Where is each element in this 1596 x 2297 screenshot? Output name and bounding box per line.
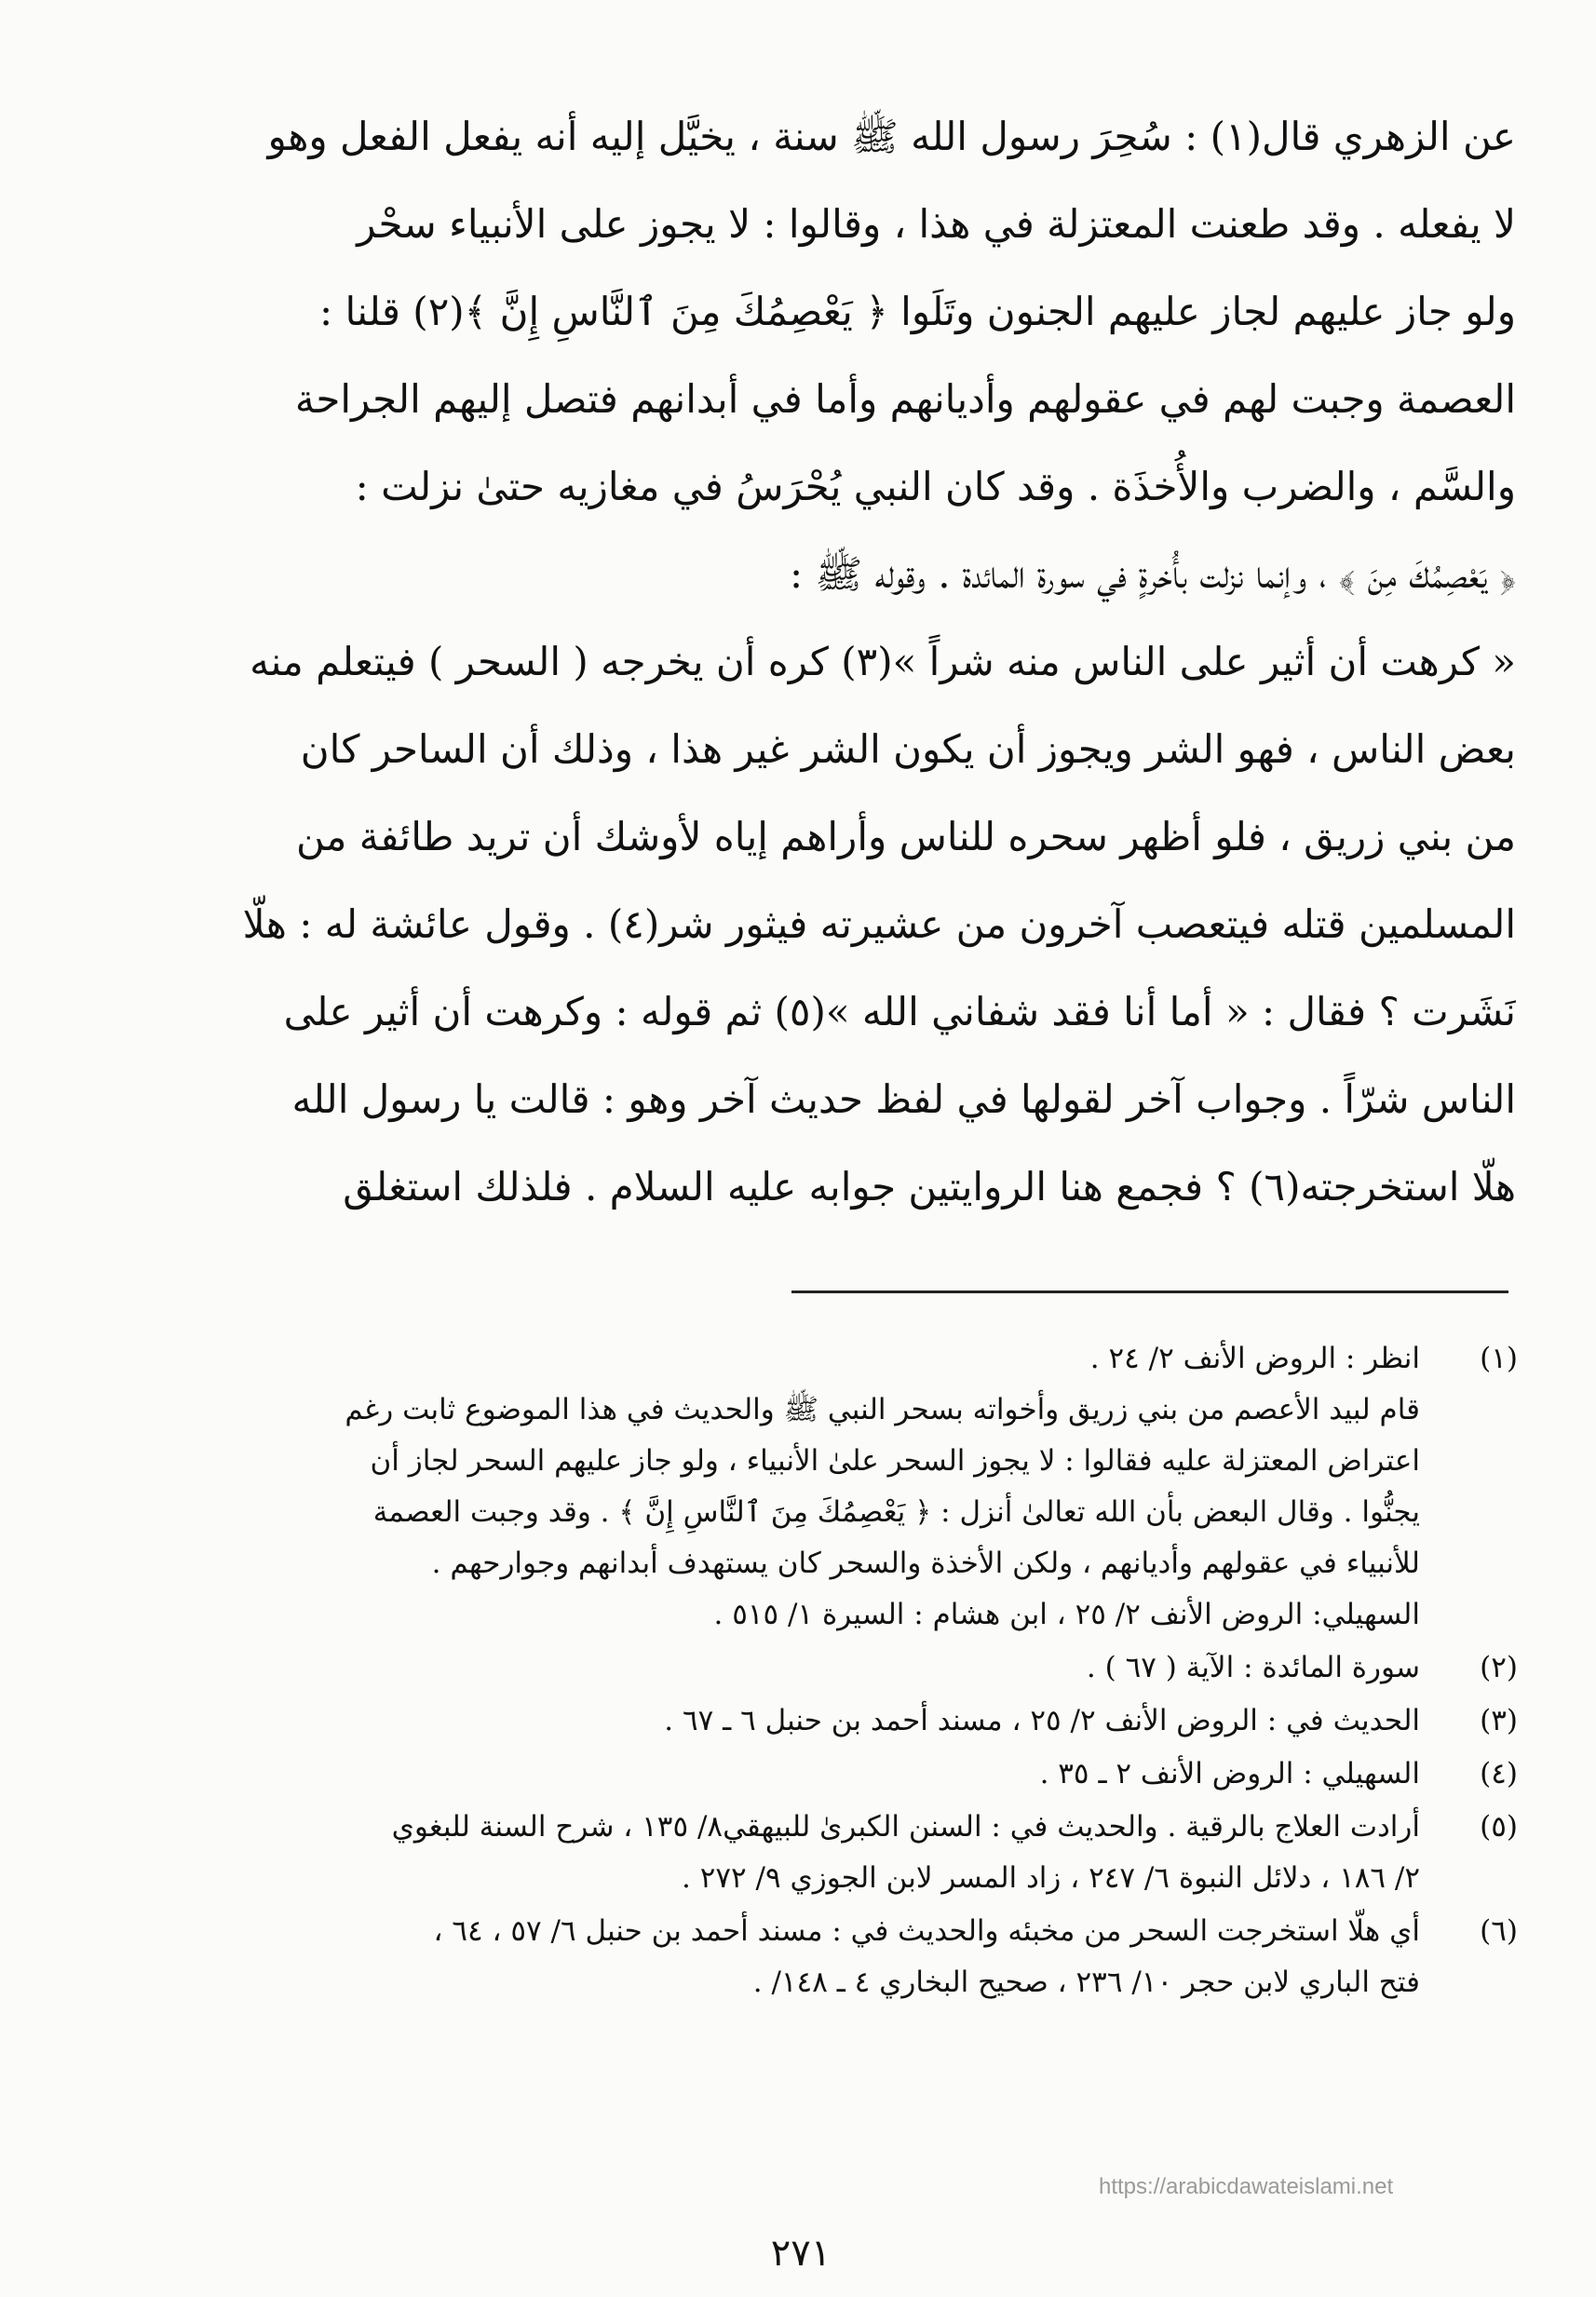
footnote-line: قام لبيد الأعصم من بني زريق وأخواته بسحر النبي ﷺ والحديث في هذا الموضوع ثابت رغم xyxy=(345,1393,1420,1426)
footnote-number: (٦) xyxy=(1480,1914,1518,1948)
body-line: ولو جاز عليهم لجاز عليهم الجنون وتَلَوا ﴿ يَعْصِمُكَ مِنَ ٱلنَّاسِ إِنَّ ﴾(٢) قلنا : xyxy=(319,289,1516,334)
footnote-line: الحديث في : الروض الأنف ٢/ ٢٥ ، مسند أحمد بن حنبل ٦ ـ ٦٧ . xyxy=(664,1704,1420,1737)
footnote-5 xyxy=(93,1802,1518,1904)
body-line: لا يفعله . وقد طعنت المعتزلة في هذا ، وقالوا : لا يجوز على الأنبياء سحْر xyxy=(357,201,1516,247)
page-number: ٢٧١ xyxy=(770,2232,832,2275)
footnote-number: (٣) xyxy=(1480,1704,1518,1737)
footnote-line: أرادت العلاج بالرقية . والحديث في : السنن الكبرىٰ للبيهقي٨/ ١٣٥ ، شرح السنة للبغوي xyxy=(391,1810,1420,1844)
body-line: الناس شرّاً . وجواب آخر لقولها في لفظ حديث آخر وهو : قالت يا رسول الله xyxy=(291,1076,1516,1122)
footnote-2 xyxy=(93,1642,1518,1694)
footnote-line: ٢/ ١٨٦ ، دلائل النبوة ٦/ ٢٤٧ ، زاد المسر لابن الجوزي ٩/ ٢٧٢ . xyxy=(681,1861,1420,1895)
body-line: والسَّم ، والضرب والأُخذَة . وقد كان النبي يُحْرَسُ في مغازيه حتىٰ نزلت : xyxy=(355,464,1516,509)
body-line: العصمة وجبت لهم في عقولهم وأديانهم وأما في أبدانهم فتصل إليهم الجراحة xyxy=(294,376,1516,422)
body-line: نَشَرت ؟ فقال : « أما أنا فقد شفاني الله »(٥) ثم قوله : وكرهت أن أثير على xyxy=(283,989,1516,1034)
footnote-4 xyxy=(93,1749,1518,1800)
footnote-number: (١) xyxy=(1480,1342,1518,1375)
footnote-line: فتح الباري لابن حجر ١٠/ ٢٣٦ ، صحيح البخاري ٤ ـ ١٤٨/ . xyxy=(752,1966,1420,1999)
footnote-3 xyxy=(93,1696,1518,1747)
footnote-line: السهيلي: الروض الأنف ٢/ ٢٥ ، ابن هشام : السيرة ١/ ٥١٥ . xyxy=(713,1598,1420,1631)
body-line: ﴿ يَعْصِمُكَ مِنَ ﴾ ، وإنما نزلت بأُخرةٍ في سورة المائدة . وقوله ﷺ : xyxy=(790,551,1516,597)
footnote-line: أي هلّا استخرجت السحر من مخبئه والحديث في : مسند أحمد بن حنبل ٦/ ٥٧ ، ٦٤ ، xyxy=(433,1914,1420,1948)
footnote-line: السهيلي : الروض الأنف ٢ ـ ٣٥ . xyxy=(1039,1757,1420,1790)
footnote-number: (٢) xyxy=(1480,1651,1518,1684)
footnote-1 xyxy=(93,1333,1518,1641)
footnote-line: انظر : الروض الأنف ٢/ ٢٤ . xyxy=(1089,1342,1420,1375)
footnote-line: يجنُّوا . وقال البعض بأن الله تعالىٰ أنزل : ﴿ يَعْصِمُكَ مِنَ ٱلنَّاسِ إِنَّ ﴾ . وقد وجبت العصمة xyxy=(372,1495,1420,1529)
footnote-6 xyxy=(93,1906,1518,2008)
footnote-line: سورة المائدة : الآية ( ٦٧ ) . xyxy=(1086,1651,1420,1684)
footnote-number: (٥) xyxy=(1480,1810,1518,1844)
body-line: المسلمين قتله فيتعصب آخرون من عشيرته فيثور شر(٤) . وقول عائشة له : هلّا xyxy=(242,901,1516,947)
body-line: « كرهت أن أثير على الناس منه شراً »(٣) كره أن يخرجه ( السحر ) فيتعلم منه xyxy=(250,639,1516,684)
body-line: عن الزهري قال(١) : سُحِرَ رسول الله ﷺ سنة ، يخيَّل إليه أنه يفعل الفعل وهو xyxy=(267,114,1516,159)
body-line: بعض الناس ، فهو الشر ويجوز أن يكون الشر غير هذا ، وذلك أن الساحر كان xyxy=(300,726,1516,772)
footnote-number: (٤) xyxy=(1480,1757,1518,1790)
footnote-line: اعتراض المعتزلة عليه فقالوا : لا يجوز السحر علىٰ الأنبياء ، ولو جاز عليهم السحر لجاز أن xyxy=(370,1444,1420,1478)
body-line: هلّا استخرجته(٦) ؟ فجمع هنا الروايتين جوابه عليه السلام . فلذلك استغلق xyxy=(343,1164,1516,1209)
main-text-block xyxy=(110,93,1516,1231)
footnotes-block xyxy=(93,1333,1518,2010)
footnote-line: للأنبياء في عقولهم وأديانهم ، ولكن الأخذة والسحر كان يستهدف أبدانهم وجوارحهم . xyxy=(431,1547,1420,1580)
body-line: من بني زريق ، فلو أظهر سحره للناس وأراهم إياه لأوشك أن تريد طائفة من xyxy=(295,814,1516,859)
watermark-url: https://arabicdawateislami.net xyxy=(1099,2174,1394,2199)
footnote-divider xyxy=(791,1290,1508,1293)
